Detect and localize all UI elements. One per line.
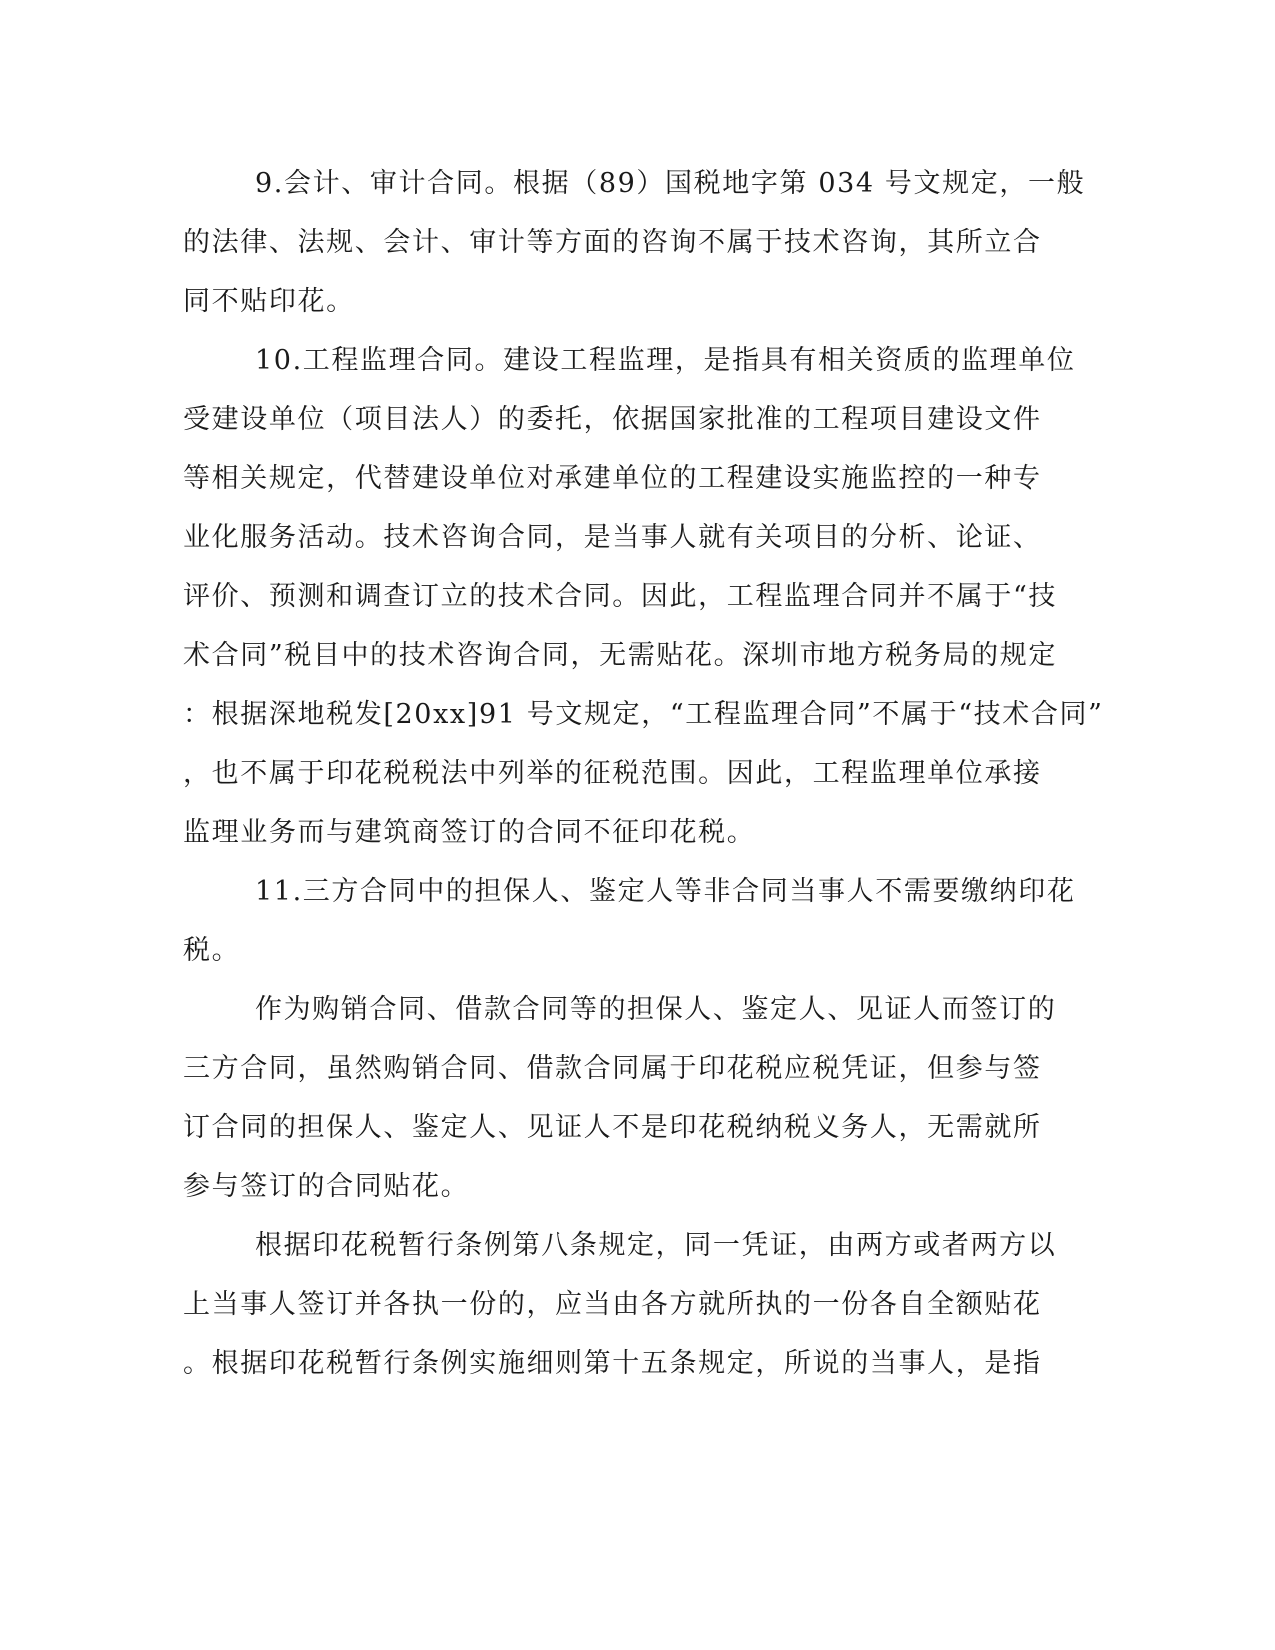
paragraph-line: 税。 bbox=[183, 935, 241, 966]
paragraph-line: 评价、预测和调查订立的技术合同。因此，工程监理合同并不属于“技 bbox=[183, 581, 1058, 612]
paragraph-line: 业化服务活动。技术咨询合同，是当事人就有关项目的分析、论证、 bbox=[183, 522, 1042, 553]
paragraph-line: 11.三方合同中的担保人、鉴定人等非合同当事人不需要缴纳印花 bbox=[255, 876, 1076, 907]
paragraph-line: 受建设单位（项目法人）的委托，依据国家批准的工程项目建设文件 bbox=[183, 404, 1042, 435]
paragraph-line: 根据印花税暂行条例第八条规定，同一凭证，由两方或者两方以 bbox=[255, 1230, 1057, 1261]
paragraph-line: ，也不属于印花税税法中列举的征税范围。因此，工程监理单位承接 bbox=[183, 758, 1042, 789]
paragraph-line: 10.工程监理合同。建设工程监理，是指具有相关资质的监理单位 bbox=[255, 345, 1076, 376]
paragraph-line: 参与签订的合同贴花。 bbox=[183, 1171, 470, 1202]
paragraph-line: 三方合同，虽然购销合同、借款合同属于印花税应税凭证，但参与签 bbox=[183, 1053, 1042, 1084]
paragraph-line: 上当事人签订并各执一份的，应当由各方就所执的一份各自全额贴花 bbox=[183, 1289, 1042, 1320]
paragraph-line: 订合同的担保人、鉴定人、见证人不是印花税纳税义务人，无需就所 bbox=[183, 1112, 1042, 1143]
document-body bbox=[183, 154, 1104, 1393]
paragraph-line: 的法律、法规、会计、审计等方面的咨询不属于技术咨询，其所立合 bbox=[183, 227, 1042, 258]
paragraph-line: 。根据印花税暂行条例实施细则第十五条规定，所说的当事人，是指 bbox=[183, 1348, 1042, 1379]
paragraph-line: 9.会计、审计合同。根据（89）国税地字第 034 号文规定，一般 bbox=[255, 168, 1086, 199]
paragraph-line: 监理业务而与建筑商签订的合同不征印花税。 bbox=[183, 817, 756, 848]
paragraph-line: 作为购销合同、借款合同等的担保人、鉴定人、见证人而签订的 bbox=[255, 994, 1057, 1025]
paragraph-line: 术合同”税目中的技术咨询合同，无需贴花。深圳市地方税务局的规定 bbox=[183, 640, 1058, 671]
paragraph-line: 同不贴印花。 bbox=[183, 286, 355, 317]
paragraph-line: 等相关规定，代替建设单位对承建单位的工程建设实施监控的一种专 bbox=[183, 463, 1042, 494]
paragraph-line: ：根据深地税发[20xx]91 号文规定，“工程监理合同”不属于“技术合同” bbox=[183, 699, 1104, 730]
